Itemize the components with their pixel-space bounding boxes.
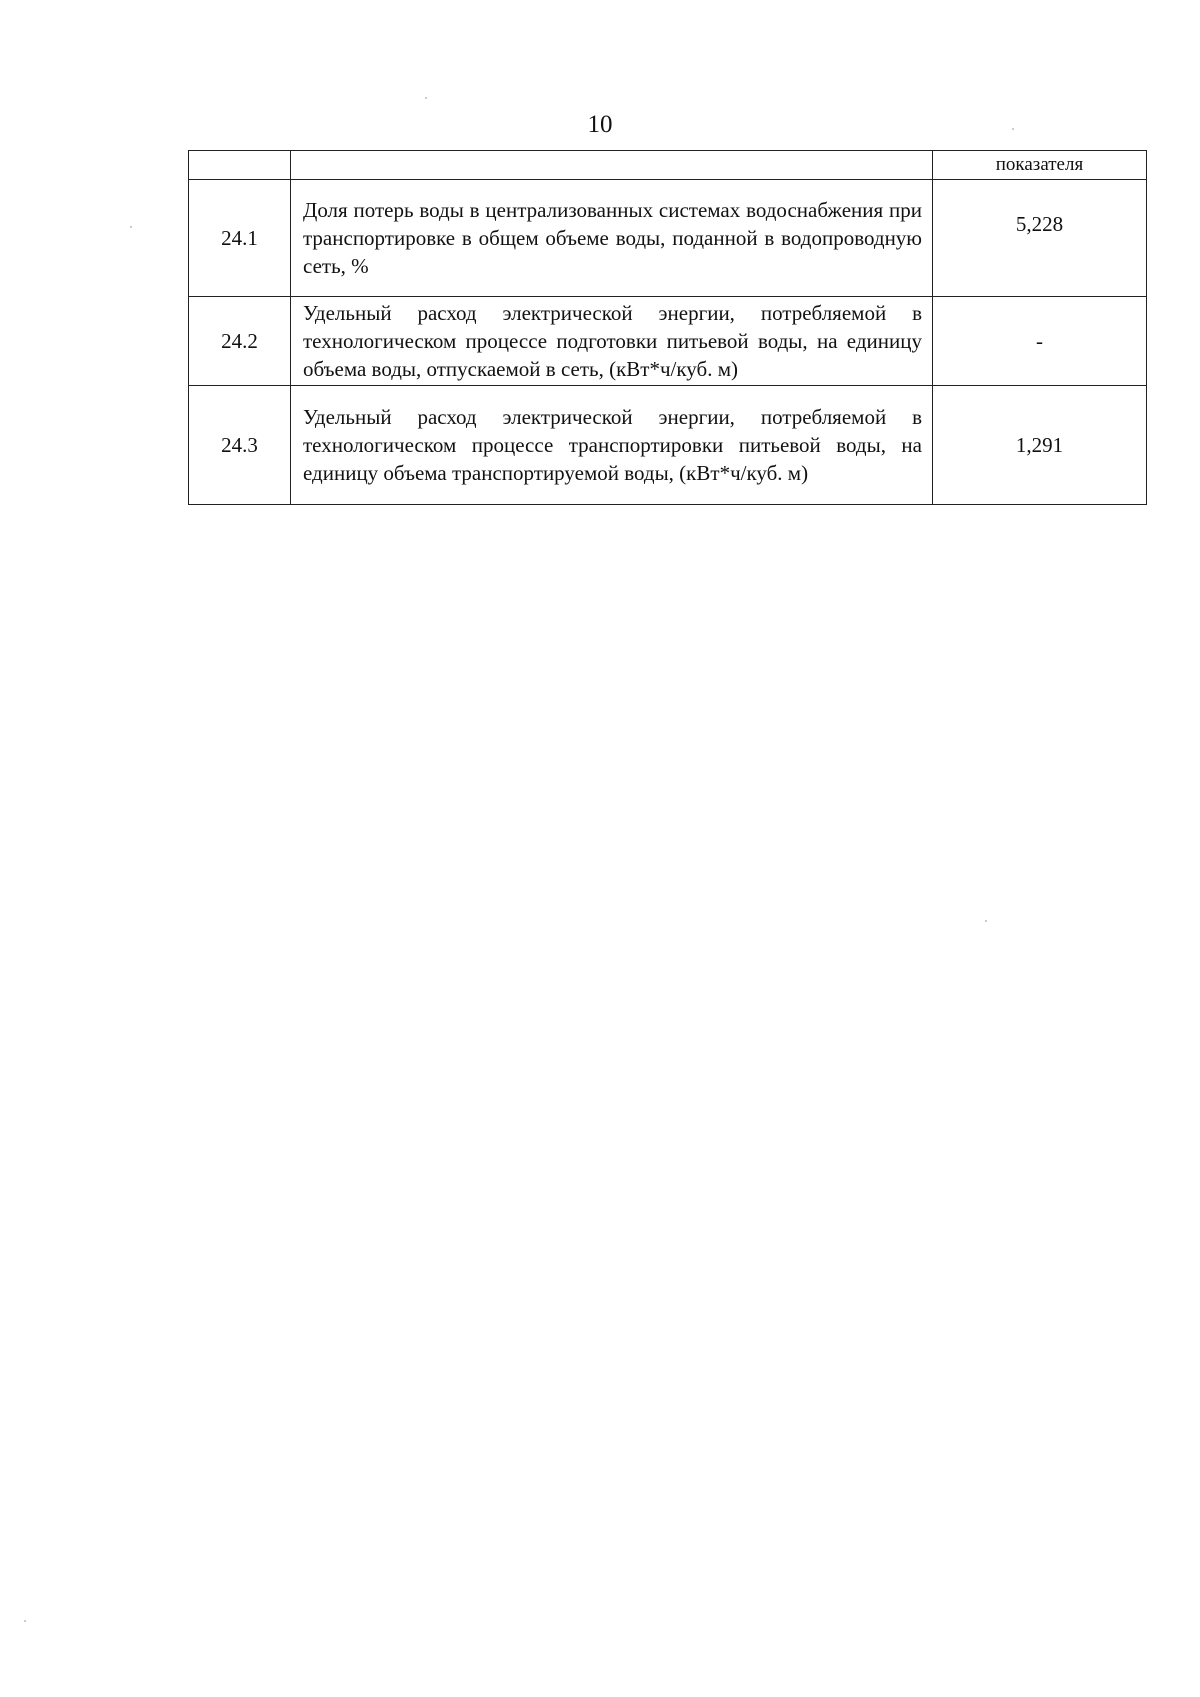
- row-number: 24.2: [189, 297, 291, 386]
- row-description: Удельный расход электрической энергии, потребляемой в технологическом процессе подготовки питьевой воды, на единицу объема воды, отпускаемой в сеть, (кВт*ч/куб. м): [291, 297, 933, 386]
- scan-speck: [1012, 128, 1014, 130]
- scan-speck: [130, 226, 132, 228]
- scan-speck: [985, 920, 987, 922]
- scan-speck: [24, 1620, 26, 1622]
- table-row: [189, 297, 1147, 386]
- row-number: 24.3: [189, 386, 291, 505]
- row-description: Доля потерь воды в централизованных системах водоснабжения при транспортировке в общем объеме воды, поданной в водопроводную сеть, %: [291, 180, 933, 297]
- row-description: Удельный расход электрической энергии, потребляемой в технологическом процессе транспортировки питьевой воды, на единицу объема транспортируемой воды, (кВт*ч/куб. м): [291, 386, 933, 505]
- scan-speck: [425, 97, 427, 99]
- row-value: 5,228: [933, 180, 1147, 297]
- header-cell-value: показателя: [933, 151, 1147, 180]
- table-row: [189, 386, 1147, 505]
- table-header-row: [189, 151, 1147, 180]
- row-value: -: [933, 297, 1147, 386]
- table-row: [189, 180, 1147, 297]
- indicators-table: [188, 150, 1147, 505]
- row-number: 24.1: [189, 180, 291, 297]
- header-cell-number: [189, 151, 291, 180]
- header-cell-description: [291, 151, 933, 180]
- page-number: 10: [587, 111, 613, 138]
- row-value: 1,291: [933, 386, 1147, 505]
